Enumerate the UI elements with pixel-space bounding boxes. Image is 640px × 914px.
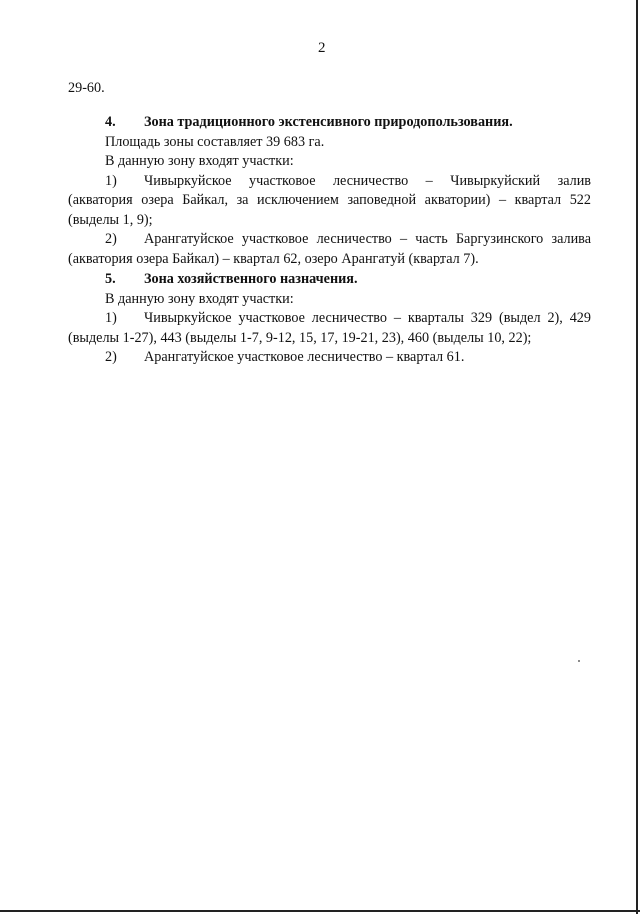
intro-text xyxy=(68,79,591,99)
section-4-title: Зона традиционного экстенсивного природопользования. xyxy=(144,114,513,130)
section-4 xyxy=(68,113,591,269)
list-item-continuation: (акватория озера Байкал) – квартал 62, озеро Арангатуй (квартал 7). xyxy=(68,250,479,267)
section-5-title: Зона хозяйственного назначения. xyxy=(144,271,358,287)
list-item-number: 1) xyxy=(105,172,117,189)
section-5-item-2 xyxy=(68,348,591,368)
list-item-first-line: 1) Чивыркуйское участковое лесничество – Чивыркуйский залив xyxy=(68,172,591,192)
scan-edge-bottom xyxy=(0,910,640,912)
page-number: 2 xyxy=(318,40,326,56)
list-item-first-line: 2) Арангатуйское участковое лесничество – часть Баргузинского залива xyxy=(68,230,591,250)
section-5-number: 5. xyxy=(105,271,116,287)
list-item-first-line: 2) Арангатуйское участковое лесничество – квартал 61. xyxy=(68,348,591,368)
section-4-includes: В данную зону входят участки: xyxy=(105,153,294,169)
list-item-first-line: 1) Чивыркуйское участковое лесничество – кварталы 329 (выдел 2), 429 xyxy=(68,309,591,329)
list-item-continuation: (акватория озера Байкал, за исключением заповедной акватории) – квартал 522 xyxy=(68,192,591,208)
section-4-number: 4. xyxy=(105,114,116,130)
intro-line: 29-60. xyxy=(68,80,105,96)
section-5-item-1 xyxy=(68,309,591,348)
list-item-number: 2) xyxy=(105,349,117,365)
section-5-heading xyxy=(68,270,591,290)
list-item-number: 1) xyxy=(105,310,117,326)
section-4-item-2 xyxy=(68,230,591,269)
scan-edge-right xyxy=(636,0,638,914)
scan-speck xyxy=(578,660,580,662)
list-item-continuation: (выделы 1-27), 443 (выделы 1-7, 9-12, 15, 17, 19-21, 23), 460 (выделы 10, 22); xyxy=(68,329,532,346)
list-item-number: 2) xyxy=(105,231,117,247)
section-4-area: Площадь зоны составляет 39 683 га. xyxy=(105,133,325,150)
list-item-continuation: (выделы 1, 9); xyxy=(68,211,153,228)
section-4-heading xyxy=(68,113,591,133)
section-5 xyxy=(68,270,591,368)
section-5-includes: В данную зону входят участки: xyxy=(105,290,294,307)
section-4-item-1 xyxy=(68,172,591,231)
